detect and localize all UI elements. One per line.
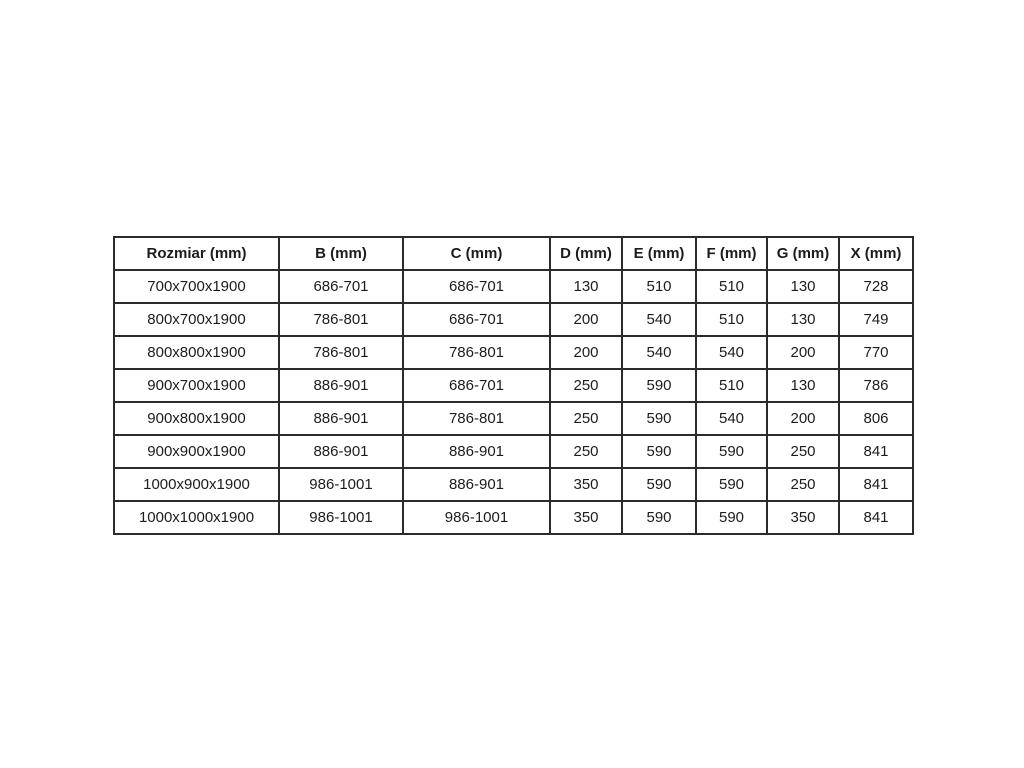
- value-cell: 786: [839, 369, 913, 402]
- value-cell: 200: [550, 336, 622, 369]
- value-cell: 250: [550, 369, 622, 402]
- dimensions-table: [113, 236, 914, 535]
- value-cell: 786-801: [279, 303, 403, 336]
- table-row: [114, 336, 913, 369]
- column-header-e: E (mm): [622, 237, 696, 270]
- size-cell: 1000x1000x1900: [114, 501, 279, 534]
- value-cell: 806: [839, 402, 913, 435]
- table-row: [114, 369, 913, 402]
- value-cell: 786-801: [279, 336, 403, 369]
- value-cell: 728: [839, 270, 913, 303]
- column-header-g: G (mm): [767, 237, 839, 270]
- value-cell: 590: [622, 435, 696, 468]
- value-cell: 540: [622, 303, 696, 336]
- value-cell: 590: [696, 468, 767, 501]
- value-cell: 749: [839, 303, 913, 336]
- column-header-b: B (mm): [279, 237, 403, 270]
- value-cell: 886-901: [279, 435, 403, 468]
- size-cell: 700x700x1900: [114, 270, 279, 303]
- table-row: [114, 270, 913, 303]
- value-cell: 350: [550, 468, 622, 501]
- value-cell: 590: [622, 501, 696, 534]
- dimensions-table-container: [113, 236, 914, 535]
- value-cell: 250: [767, 468, 839, 501]
- column-header-d: D (mm): [550, 237, 622, 270]
- value-cell: 770: [839, 336, 913, 369]
- value-cell: 841: [839, 435, 913, 468]
- value-cell: 841: [839, 468, 913, 501]
- value-cell: 540: [696, 336, 767, 369]
- value-cell: 886-901: [403, 435, 550, 468]
- value-cell: 350: [767, 501, 839, 534]
- size-cell: 1000x900x1900: [114, 468, 279, 501]
- value-cell: 130: [767, 270, 839, 303]
- value-cell: 130: [550, 270, 622, 303]
- value-cell: 590: [622, 369, 696, 402]
- column-header-rozmiar: Rozmiar (mm): [114, 237, 279, 270]
- size-cell: 900x700x1900: [114, 369, 279, 402]
- value-cell: 590: [696, 501, 767, 534]
- value-cell: 786-801: [403, 336, 550, 369]
- size-cell: 800x800x1900: [114, 336, 279, 369]
- table-row: [114, 501, 913, 534]
- value-cell: 510: [622, 270, 696, 303]
- value-cell: 130: [767, 303, 839, 336]
- column-header-x: X (mm): [839, 237, 913, 270]
- column-header-f: F (mm): [696, 237, 767, 270]
- value-cell: 250: [550, 402, 622, 435]
- size-cell: 800x700x1900: [114, 303, 279, 336]
- value-cell: 510: [696, 303, 767, 336]
- table-header-row: [114, 237, 913, 270]
- value-cell: 590: [622, 468, 696, 501]
- value-cell: 841: [839, 501, 913, 534]
- value-cell: 540: [622, 336, 696, 369]
- value-cell: 590: [622, 402, 696, 435]
- value-cell: 540: [696, 402, 767, 435]
- value-cell: 200: [767, 402, 839, 435]
- value-cell: 250: [767, 435, 839, 468]
- value-cell: 130: [767, 369, 839, 402]
- value-cell: 986-1001: [279, 501, 403, 534]
- value-cell: 686-701: [403, 369, 550, 402]
- value-cell: 986-1001: [279, 468, 403, 501]
- value-cell: 686-701: [403, 270, 550, 303]
- value-cell: 686-701: [403, 303, 550, 336]
- value-cell: 510: [696, 270, 767, 303]
- value-cell: 200: [550, 303, 622, 336]
- value-cell: 590: [696, 435, 767, 468]
- value-cell: 200: [767, 336, 839, 369]
- table-row: [114, 435, 913, 468]
- value-cell: 786-801: [403, 402, 550, 435]
- column-header-c: C (mm): [403, 237, 550, 270]
- size-cell: 900x800x1900: [114, 402, 279, 435]
- value-cell: 350: [550, 501, 622, 534]
- value-cell: 686-701: [279, 270, 403, 303]
- table-row: [114, 468, 913, 501]
- value-cell: 510: [696, 369, 767, 402]
- table-row: [114, 303, 913, 336]
- size-cell: 900x900x1900: [114, 435, 279, 468]
- value-cell: 986-1001: [403, 501, 550, 534]
- value-cell: 886-901: [279, 402, 403, 435]
- value-cell: 250: [550, 435, 622, 468]
- value-cell: 886-901: [279, 369, 403, 402]
- value-cell: 886-901: [403, 468, 550, 501]
- table-row: [114, 402, 913, 435]
